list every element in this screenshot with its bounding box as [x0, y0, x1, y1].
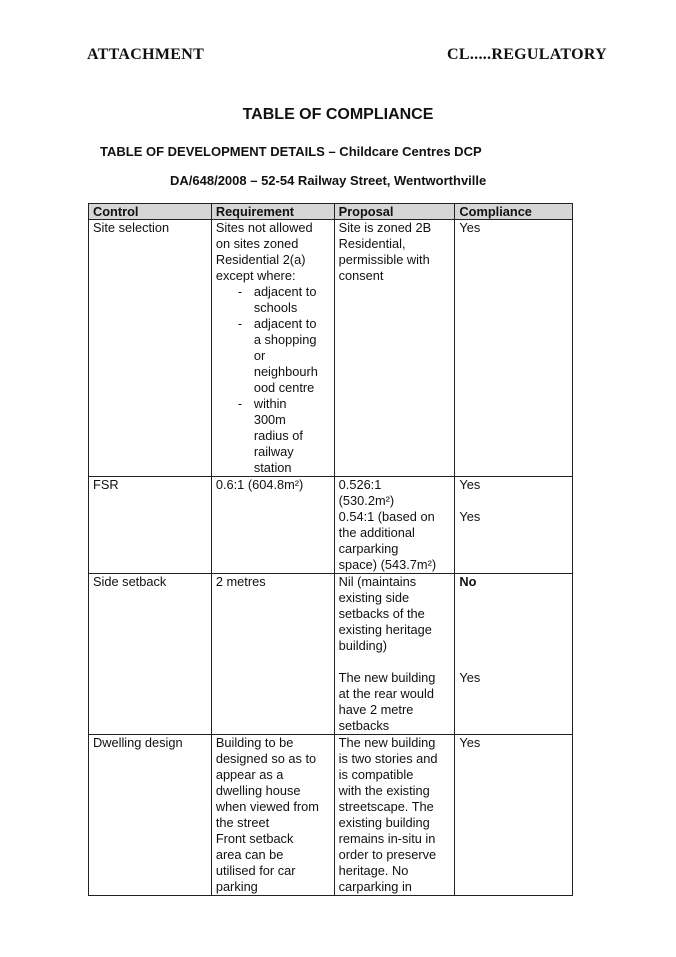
header-compliance: Compliance [455, 204, 573, 220]
requirement-cell [211, 735, 334, 896]
text-line: permissible with [338, 252, 430, 267]
text-line: Front setback [215, 831, 294, 846]
proposal-cell [334, 735, 455, 896]
text-line: Nil (maintains [338, 574, 417, 589]
text-line: schools [253, 300, 298, 315]
proposal-cell [334, 220, 455, 477]
header-control: Control [89, 204, 212, 220]
text-line: except where: [215, 268, 296, 283]
text-line: setbacks of the [338, 606, 425, 621]
text-line: - within [253, 396, 287, 411]
table-header-row [89, 204, 573, 220]
text-line: Sites not allowed [215, 220, 313, 235]
requirement-cell: 2 metres [211, 574, 334, 735]
text-line: is compatible [338, 767, 414, 782]
compliance-cell: Yes [455, 220, 573, 477]
text-line: (530.2m²) [338, 493, 395, 508]
text-line: Residential 2(a) [215, 252, 306, 267]
list-item [216, 316, 330, 396]
proposal-cell [334, 477, 455, 574]
text-line: Site is zoned 2B [338, 220, 432, 235]
text-line: The new building [338, 735, 436, 750]
text-line: railway [253, 444, 294, 459]
text-line: remains in-situ in [338, 831, 436, 846]
text-line: Residential, [338, 236, 406, 251]
text-line: 0.526:1 [338, 477, 382, 492]
text-line: or [253, 348, 266, 363]
compliance-value: Yes [459, 670, 481, 685]
text-line: space) (543.7m²) [338, 557, 437, 572]
text-line: existing side [338, 590, 410, 605]
proposal-cell [334, 574, 455, 735]
text-line: have 2 metre [338, 702, 414, 717]
compliance-value: Yes [459, 477, 481, 492]
text-line: heritage. No [338, 863, 409, 878]
control-cell: Side setback [89, 574, 212, 735]
table-row [89, 735, 573, 896]
table-row [89, 220, 573, 477]
text-line: parking [215, 879, 258, 894]
text-line: building) [338, 638, 388, 653]
requirement-cell [211, 220, 334, 477]
compliance-value: No [459, 574, 477, 589]
compliance-cell [455, 574, 573, 735]
control-cell: FSR [89, 477, 212, 574]
text-line: ood centre [253, 380, 315, 395]
text-line: carparking in [338, 879, 412, 894]
header-left: ATTACHMENT [87, 46, 205, 63]
text-line: consent [338, 268, 384, 283]
header-proposal: Proposal [334, 204, 455, 220]
text-line: when viewed from [215, 799, 319, 814]
text-line: with the existing [338, 783, 430, 798]
text-line: existing building [338, 815, 430, 830]
text-line: area can be [215, 847, 284, 862]
text-line: at the rear would [338, 686, 434, 701]
table-row [89, 477, 573, 574]
application-reference: DA/648/2008 – 52-54 Railway Street, Wentworthville [170, 173, 487, 188]
text-line: the additional [338, 525, 415, 540]
text-line: The new building [338, 670, 436, 685]
compliance-table [88, 203, 573, 896]
text-line: appear as a [215, 767, 284, 782]
requirement-cell: 0.6:1 (604.8m²) [211, 477, 334, 574]
list-item [216, 284, 330, 316]
text-line: on sites zoned [215, 236, 299, 251]
text-line: station [253, 460, 292, 475]
text-line: - adjacent to [253, 316, 317, 331]
text-line: 300m [253, 412, 286, 427]
text-line: existing heritage [338, 622, 432, 637]
page-title: TABLE OF COMPLIANCE [242, 106, 434, 123]
exception-list [216, 284, 330, 476]
text-line: setbacks [338, 718, 390, 733]
text-line: is two stories and [338, 751, 438, 766]
header-right: CL.....REGULATORY [447, 46, 607, 63]
text-line: the street [215, 815, 270, 830]
text-line: order to preserve [338, 847, 437, 862]
text-line: a shopping [253, 332, 317, 347]
text-line: neighbourh [253, 364, 318, 379]
text-line: radius of [253, 428, 303, 443]
text-line: - adjacent to [253, 284, 317, 299]
compliance-value: Yes [459, 509, 481, 524]
page-subtitle: TABLE OF DEVELOPMENT DETAILS – Childcare Centres DCP [100, 144, 482, 159]
text-line: carparking [338, 541, 399, 556]
table-row [89, 574, 573, 735]
text-line: 0.54:1 (based on [338, 509, 435, 524]
text-line: Building to be [215, 735, 294, 750]
text-line: streetscape. The [338, 799, 434, 814]
text-line: utilised for car [215, 863, 296, 878]
text-line: designed so as to [215, 751, 317, 766]
compliance-cell [455, 477, 573, 574]
text-line: dwelling house [215, 783, 301, 798]
compliance-cell: Yes [455, 735, 573, 896]
control-cell: Site selection [89, 220, 212, 477]
control-cell: Dwelling design [89, 735, 212, 896]
list-item [216, 396, 330, 476]
header-requirement: Requirement [211, 204, 334, 220]
